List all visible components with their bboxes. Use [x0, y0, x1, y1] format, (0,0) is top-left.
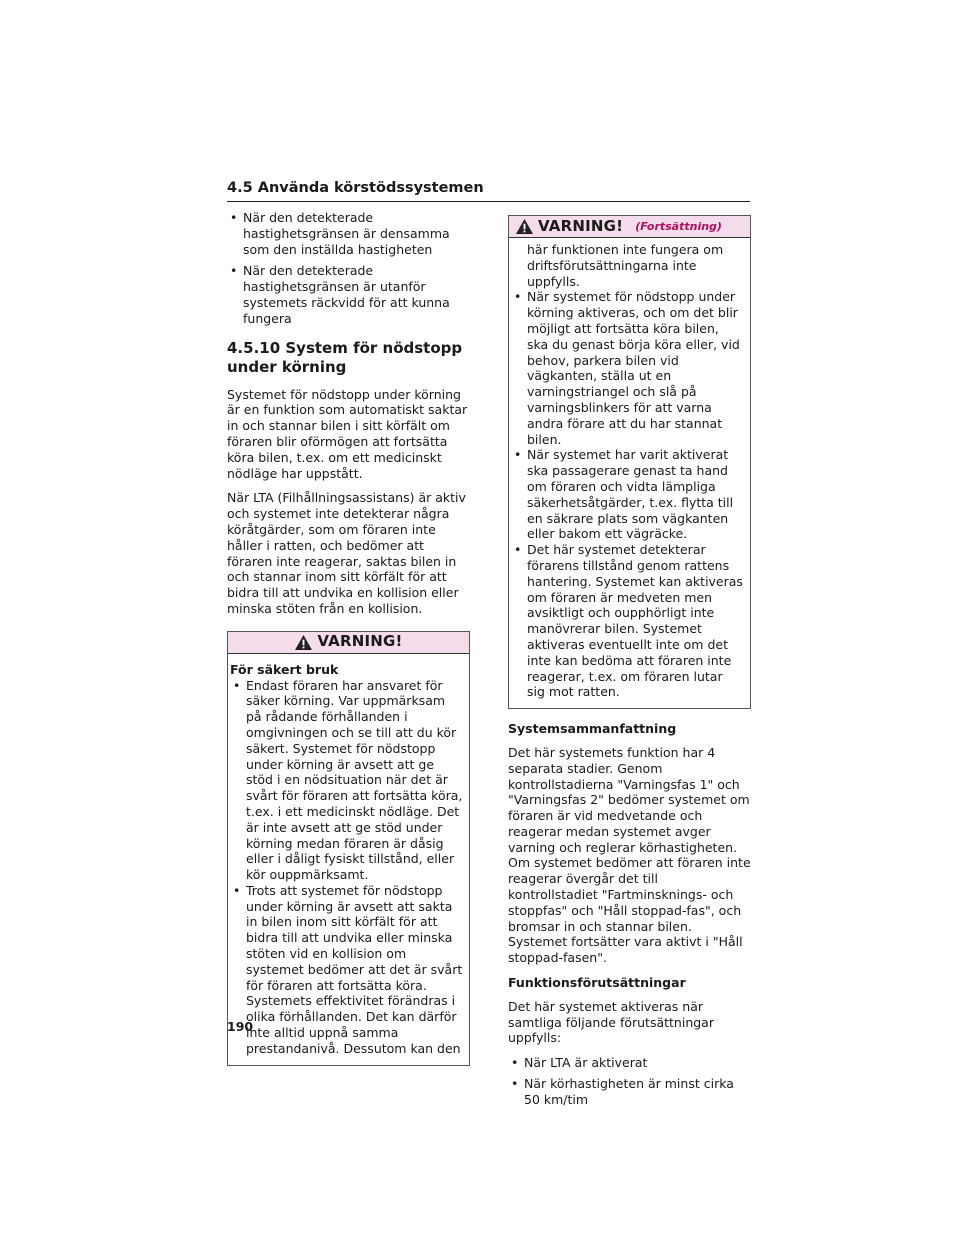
warning-band — [228, 632, 469, 654]
top-bullet-list — [227, 210, 470, 327]
list-item: • När systemet har varit aktiverat ska passagerare genast ta hand om föraren och vidta lämpliga säkerhetsåtgärder, t.ex. flytta till en säkrare plats som vägkanten eller bakom ett vägräcke. — [511, 447, 744, 542]
left-column — [227, 210, 470, 1066]
list-item: • När LTA är aktiverat — [508, 1055, 751, 1071]
warning-bullet-list — [230, 678, 463, 1057]
conditions-list — [508, 1055, 751, 1107]
section-header: 4.5 Använda körstödssystemen — [227, 178, 750, 202]
list-item: • Trots att systemet för nödstopp under körning är avsett att sakta in bilen inom sitt körfält för att bidra till att undvika eller minska stöten vid en kollision om systemet bedömer att det är svårt för föraren att fortsätta köra. Systemets effektivitet förändras i olika förhållanden. Det kan därför inte alltid uppnå samma prestandanivå. Dessutom kan den — [230, 883, 463, 1057]
lta-paragraph: När LTA (Filhållningsassistans) är aktiv och systemet inte detekterar några köråtgärder, som om föraren inte håller i ratten, och bedömer att föraren inte reagerar, saktas bilen in och stannar inom sitt körfält för att bidra till att undvika en kollision eller minska stöten från en kollision. — [227, 490, 466, 616]
summary-heading: Systemsammanfattning — [508, 721, 677, 737]
summary-paragraph: Det här systemets funktion har 4 separata stadier. Genom kontrollstadierna "Varningsfas 1" och "Varningsfas 2" bedömer systemet om föraren är vid medvetande och reagerar medan systemet avger varning och reglerar körhastigheten. Om systemet bedömer att föraren inte reagerar övergår det till kontrollstadiet "Fartminsknings- och stoppfas" och "Håll stoppad-fas", och bromsar in och stannar bilen. Systemet fortsätter vara aktivt i "Håll stoppad-fasen". — [508, 744, 751, 966]
warning-body — [228, 654, 469, 1065]
warning-title: VARNING! — [317, 632, 403, 651]
warning-continued-text: här funktionen inte fungera om driftsförutsättningarna inte uppfylls. — [527, 242, 724, 289]
list-item: • När systemet för nödstopp under körning aktiveras, och om det blir möjligt att fortsätta köra bilen, ska du genast börja köra eller, vid behov, parkera bilen vid vägkanten, ställa ut en varningstriangel och slå på varningsblinkers för att varna andra förare att du har stannat bilen. — [511, 289, 744, 447]
list-item: • Endast föraren har ansvaret för säker körning. Var uppmärksam på rådande förhållanden i omgivningen och se till att du kör säkert. Systemet för nödstopp under körning är avsett att ge stöd i en nödsituation när det är svårt för föraren att fortsätta köra, t.ex. i ett medicinskt nödläge. Det är inte avsett att ge stöd under körning medan föraren är dåsig eller i dåligt fysiskt tillstånd, eller kör ouppmärksamt. — [230, 678, 463, 883]
warning-continued-box — [508, 215, 751, 709]
list-item: • Det här systemet detekterar förarens tillstånd genom rattens hantering. Systemet kan aktiveras om föraren är medveten men avsiktligt och oupphörligt inte manövrerar bilen. Systemet aktiveras eventuellt inte om det inte kan bedöma att föraren inte reagerar, t.ex. om föraren lutar sig mot ratten. — [511, 542, 744, 700]
list-item: • När den detekterade hastighetsgränsen är densamma som den inställda hastigheten — [227, 210, 470, 257]
warning-band — [509, 216, 750, 238]
page-number: 190 — [227, 1019, 254, 1034]
warning-subtitle: För säkert bruk — [230, 661, 339, 677]
warning-bullet-list — [511, 289, 744, 700]
intro-paragraph: Systemet för nödstopp under körning är en funktion som automatiskt saktar in och stannar bilen i sitt körfält om föraren blir oförmögen att fortsätta köra bilen, t.ex. om ett medicinskt nödläge har uppstått. — [227, 386, 468, 481]
section-heading: 4.5.10 System för nödstopp under körning — [227, 338, 463, 376]
warning-box — [227, 631, 470, 1066]
warning-triangle-icon — [294, 634, 313, 651]
conditions-heading: Funktionsförutsättningar — [508, 975, 686, 991]
list-item: • När körhastigheten är minst cirka 50 km/tim — [508, 1076, 751, 1108]
right-column — [508, 215, 751, 1113]
warning-continued-label: (Fortsättning) — [635, 219, 722, 233]
warning-title: VARNING! — [538, 216, 624, 235]
warning-body — [509, 238, 750, 708]
list-item: • När den detekterade hastighetsgränsen är utanför systemets räckvidd för att kunna fungera — [227, 263, 470, 326]
warning-triangle-icon — [515, 218, 534, 235]
conditions-paragraph: Det här systemet aktiveras när samtliga följande förutsättningar uppfylls: — [508, 998, 714, 1046]
